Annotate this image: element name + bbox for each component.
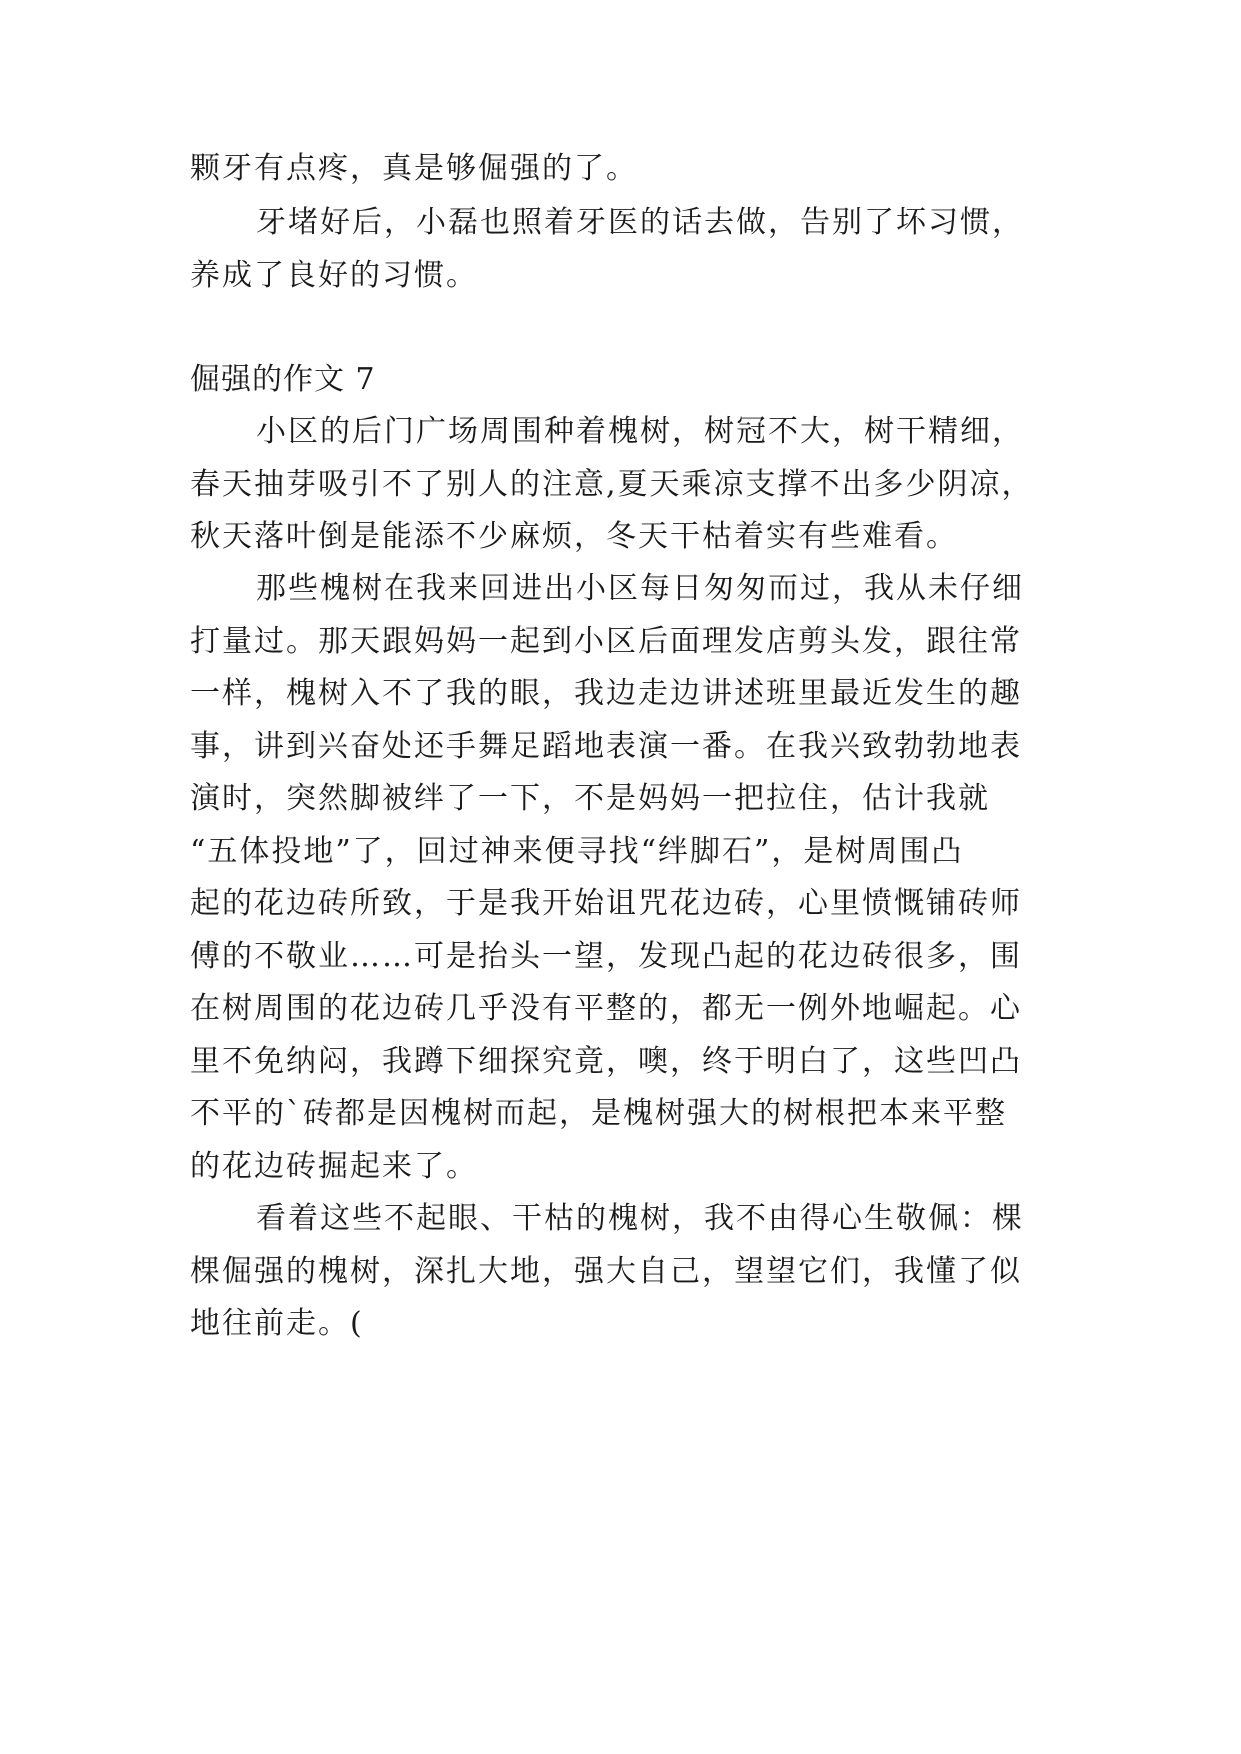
paragraph-line: 的花边砖掘起来了。 xyxy=(190,1149,478,1184)
paragraph-line: 看着这些不起眼、干枯的槐树，我不由得心生敬佩：棵 xyxy=(256,1201,1024,1236)
paragraph-line: 打量过。那天跟妈妈一起到小区后面理发店剪头发，跟往常 xyxy=(190,624,1022,659)
paragraph-line: 小区的后门广场周围种着槐树，树冠不大，树干精细， xyxy=(256,414,1024,449)
paragraph-line: 养成了良好的习惯。 xyxy=(190,258,478,293)
paragraph-line: 演时，突然脚被绊了一下，不是妈妈一把拉住，估计我就 xyxy=(190,781,990,816)
paragraph-line: 不平的`砖都是因槐树而起，是槐树强大的树根把本来平整 xyxy=(190,1096,1007,1131)
paragraph-line: 里不免纳闷，我蹲下细探究竟，噢，终于明白了，这些凹凸 xyxy=(190,1044,1022,1079)
paragraph-line: 春天抽芽吸引不了别人的注意,夏天乘凉支撑不出多少阴凉， xyxy=(190,467,1034,502)
section-heading: 倔强的作文 7 xyxy=(190,362,376,397)
paragraph-line: 傅的不敬业……可是抬头一望，发现凸起的花边砖很多，围 xyxy=(190,939,1022,974)
paragraph-line: 颗牙有点疼，真是够倔强的了。 xyxy=(190,151,638,186)
paragraph-line: 秋天落叶倒是能添不少麻烦，冬天干枯着实有些难看。 xyxy=(190,519,958,554)
paragraph-line: 在树周围的花边砖几乎没有平整的，都无一例外地崛起。心 xyxy=(190,991,1022,1026)
paragraph-line: 那些槐树在我来回进出小区每日匆匆而过，我从未仔细 xyxy=(256,571,1024,606)
paragraph-line: “五体投地”了，回过神来便寻找“绊脚石”，是树周围凸 xyxy=(190,834,964,869)
paragraph-line: 一样，槐树入不了我的眼，我边走边讲述班里最近发生的趣 xyxy=(190,676,1022,711)
paragraph-line: 事，讲到兴奋处还手舞足蹈地表演一番。在我兴致勃勃地表 xyxy=(190,729,1022,764)
paragraph-line: 牙堵好后，小磊也照着牙医的话去做，告别了坏习惯， xyxy=(256,205,1024,240)
paragraph-line: 地往前走。( xyxy=(190,1306,364,1341)
paragraph-line: 棵倔强的槐树，深扎大地，强大自己，望望它们，我懂了似 xyxy=(190,1254,1022,1289)
paragraph-line: 起的花边砖所致，于是我开始诅咒花边砖，心里愤慨铺砖师 xyxy=(190,886,1022,921)
